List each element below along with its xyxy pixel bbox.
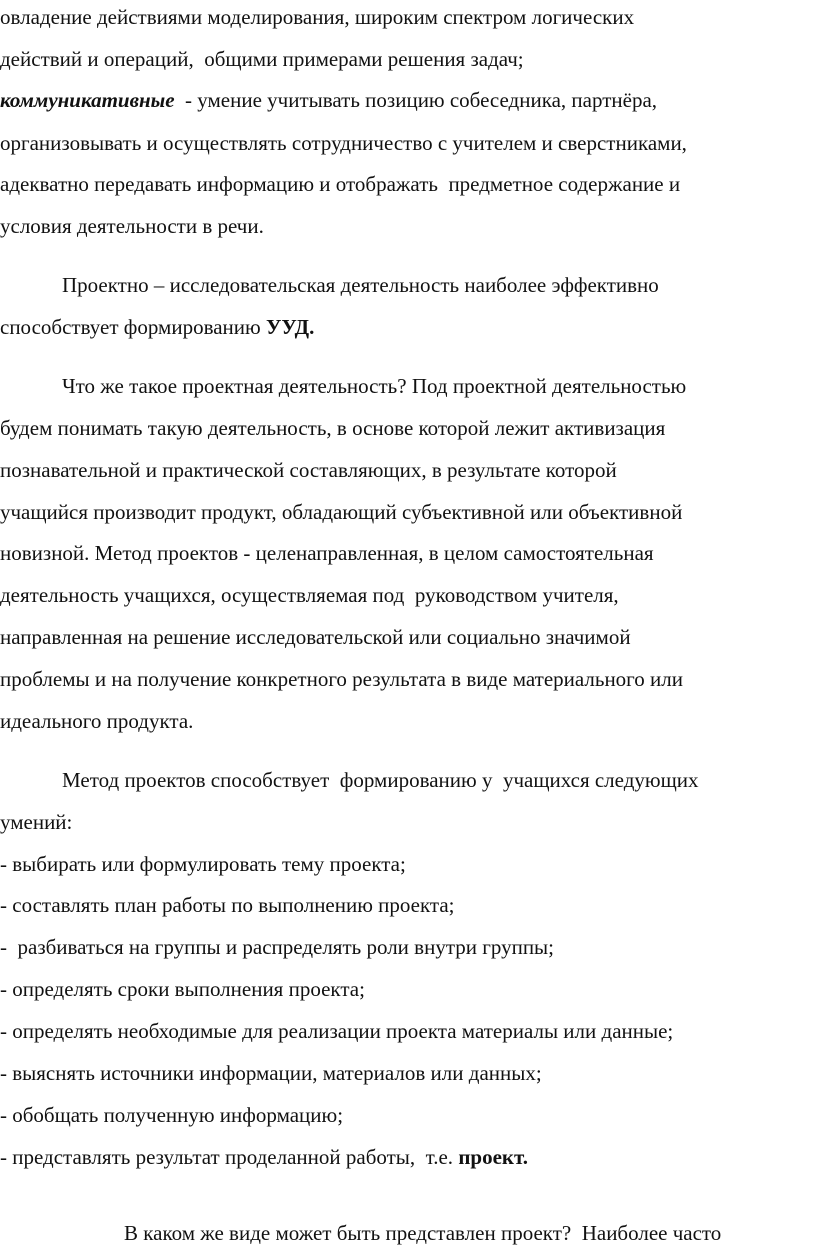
text-line: идеального продукта. [0, 709, 194, 733]
list-item: - определять сроки выполнения проекта; [0, 977, 365, 1001]
text-line: организовывать и осуществлять сотрудничество с учителем и сверстниками, [0, 131, 687, 155]
text-line: адекватно передавать информацию и отображать предметное содержание и [0, 172, 681, 196]
text-line: учащийся производит продукт, обладающий субъективной или объективной [0, 500, 683, 524]
text-line: новизной. Метод проектов - целенаправленная, в целом самостоятельная [0, 541, 654, 565]
list-item [0, 1145, 528, 1169]
text-line: направленная на решение исследовательской или социально значимой [0, 625, 631, 649]
text-line: будем понимать такую деятельность, в основе которой лежит активизация [0, 416, 666, 440]
text-line [0, 315, 314, 339]
text-line: овладение действиями моделирования, широким спектром логических [0, 5, 635, 29]
text-line [0, 88, 657, 112]
text-line: В каком же виде может быть представлен проект? Наиболее часто [124, 1221, 722, 1245]
list-item: - выяснять источники информации, материалов или данных; [0, 1061, 542, 1085]
text-line: условия деятельности в речи. [0, 214, 264, 238]
text-line: Что же такое проектная деятельность? Под проектной деятельностью [62, 374, 687, 398]
text-line: Проектно – исследовательская деятельность наиболее эффективно [62, 273, 659, 297]
list-item: - выбирать или формулировать тему проекта; [0, 852, 406, 876]
text-line: действий и операций, общими примерами решения задач; [0, 47, 524, 71]
text-line: проблемы и на получение конкретного результата в виде материального или [0, 667, 683, 691]
text-line: познавательной и практической составляющих, в результате которой [0, 458, 617, 482]
text-line: умений: [0, 810, 73, 834]
term-communicative: коммуникативные [0, 88, 175, 112]
list-item: - обобщать полученную информацию; [0, 1103, 344, 1127]
text-span: - представлять результат проделанной работы, т.е. [0, 1145, 459, 1169]
text-span: способствует формированию [0, 315, 266, 339]
text-line: Метод проектов способствует формированию у учащихся следующих [62, 768, 699, 792]
term-uud: УУД. [265, 315, 315, 339]
list-item: - составлять план работы по выполнению проекта; [0, 893, 455, 917]
list-item: - определять необходимые для реализации проекта материалы или данные; [0, 1019, 674, 1043]
text-line: деятельность учащихся, осуществляемая под руководством учителя, [0, 583, 619, 607]
text-span: - умение учитывать позицию собеседника, партнёра, [174, 88, 658, 112]
term-project: проект. [458, 1145, 528, 1169]
list-item: - разбиваться на группы и распределять роли внутри группы; [0, 935, 554, 959]
